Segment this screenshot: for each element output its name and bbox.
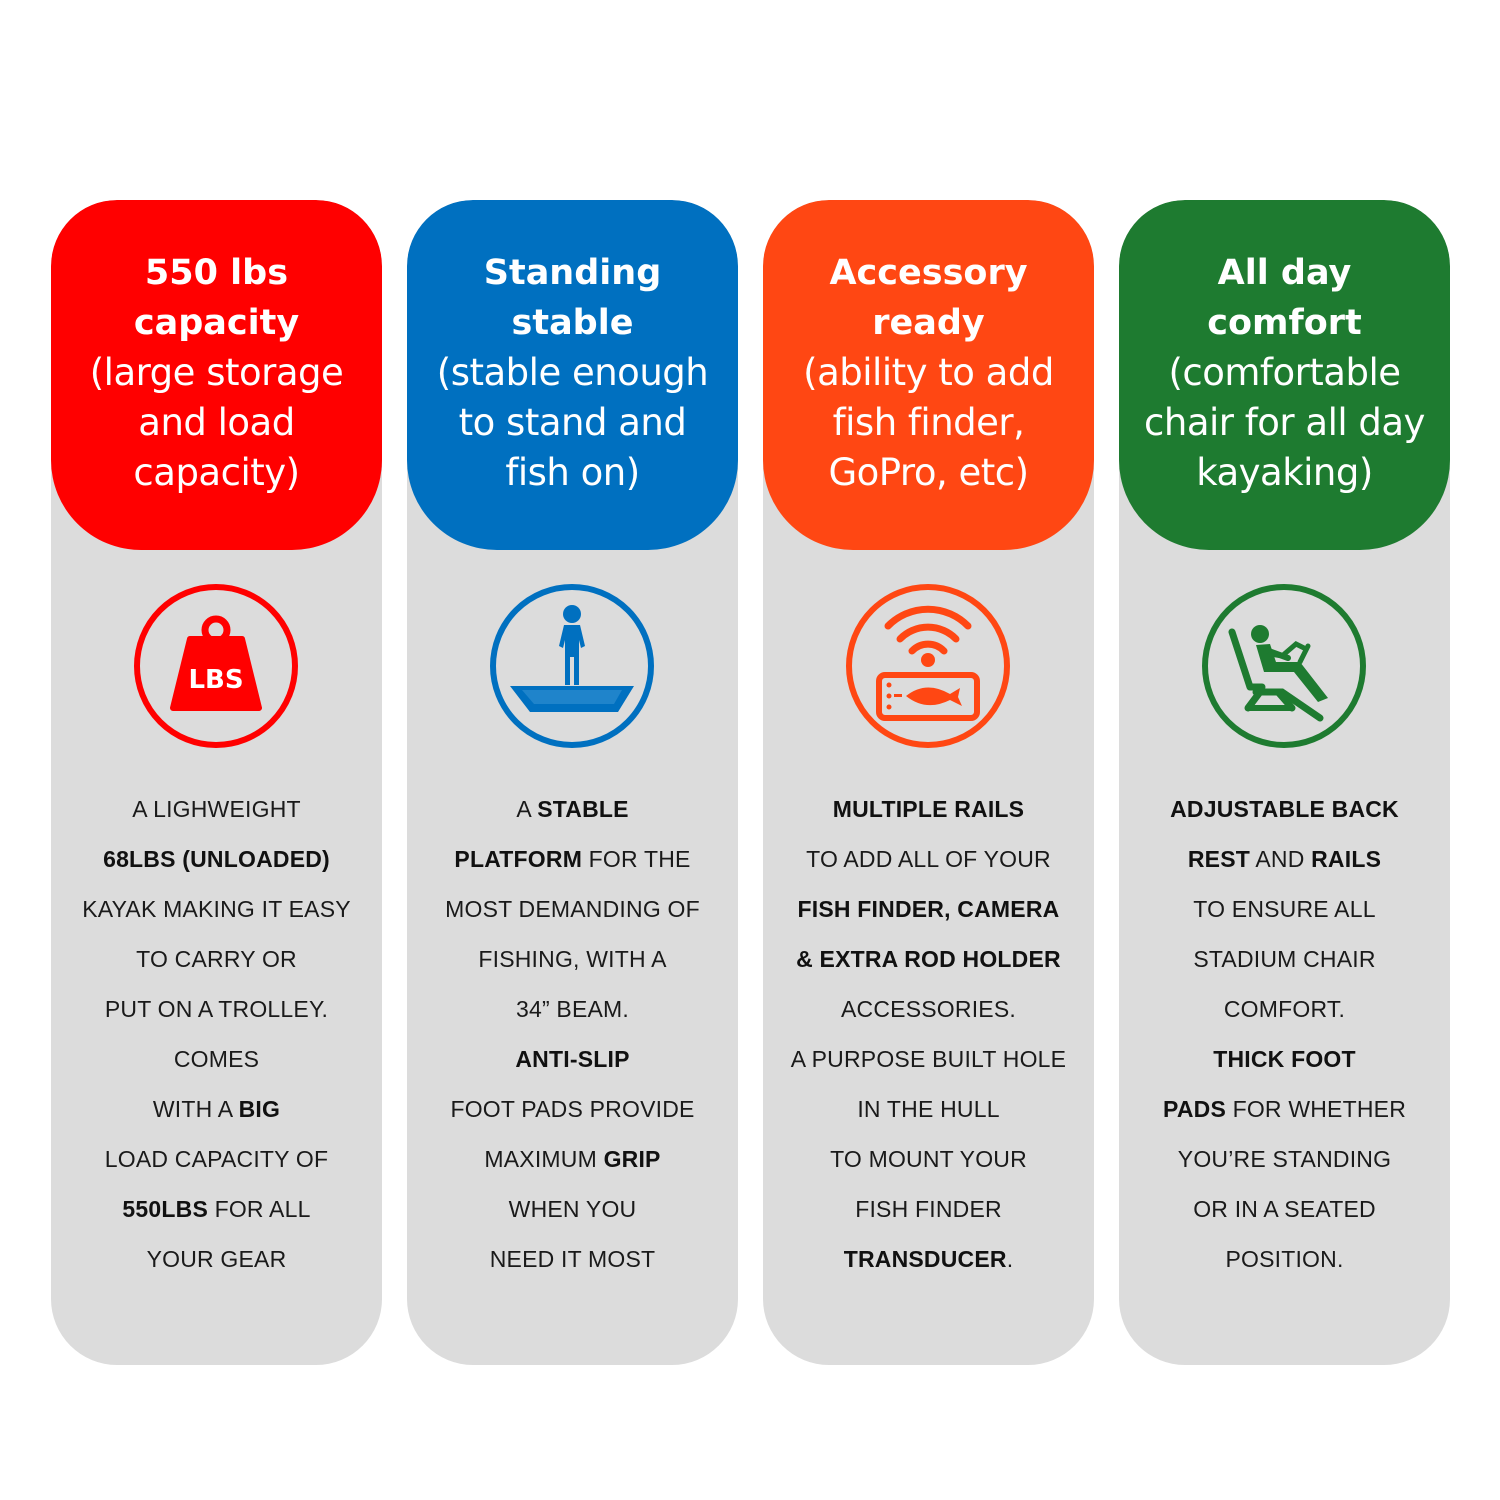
- card-line: A LIGHWEIGHT: [132, 796, 301, 822]
- card-line: FISH FINDER: [855, 1196, 1002, 1222]
- reclining-chair-icon: [1200, 582, 1368, 750]
- card-line: A STABLE: [516, 796, 629, 822]
- fish-finder-icon: [844, 582, 1012, 750]
- card-line: ADJUSTABLE BACK: [1170, 796, 1399, 822]
- card-line: FOOT PADS PROVIDE: [450, 1096, 695, 1122]
- card-line: FISH FINDER, CAMERA: [797, 896, 1060, 922]
- feature-card-stability: [407, 200, 738, 1365]
- card-line: ACCESSORIES.: [841, 996, 1016, 1022]
- card-title: All day comfort: [1207, 253, 1362, 343]
- card-body: [763, 784, 1094, 1284]
- card-header: [763, 200, 1094, 550]
- card-line: PUT ON A TROLLEY.: [104, 996, 329, 1022]
- card-line: TO ENSURE ALL: [1193, 896, 1376, 922]
- person-standing-on-boat-icon: [488, 582, 656, 750]
- card-title: 550 lbs capacity: [133, 253, 300, 343]
- card-line: STADIUM CHAIR: [1193, 946, 1376, 972]
- card-line: LOAD CAPACITY OF: [104, 1146, 329, 1172]
- card-line: NEED IT MOST: [489, 1246, 656, 1272]
- card-line: YOUR GEAR: [146, 1246, 287, 1272]
- card-line: COMES: [173, 1046, 260, 1072]
- feature-card-accessory: [763, 200, 1094, 1365]
- card-subtitle: (ability to add fish finder, GoPro, etc): [803, 351, 1054, 494]
- weight-lbs-icon: [132, 582, 300, 750]
- card-line: TO CARRY OR: [136, 946, 297, 972]
- weight-icon-label: LBS: [188, 665, 244, 695]
- card-body: [51, 784, 382, 1284]
- card-line: ANTI-SLIP: [515, 1046, 630, 1072]
- card-body: [1119, 784, 1450, 1284]
- card-subtitle: (large storage and load capacity): [89, 351, 344, 494]
- card-line: REST AND RAILS: [1187, 846, 1382, 872]
- card-line: YOU’RE STANDING: [1177, 1146, 1392, 1172]
- card-line: TO MOUNT YOUR: [830, 1146, 1027, 1172]
- card-line: COMFORT.: [1223, 996, 1346, 1022]
- card-line: TO ADD ALL OF YOUR: [806, 846, 1051, 872]
- card-subtitle: (comfortable chair for all day kayaking): [1144, 351, 1425, 494]
- card-header: [1119, 200, 1450, 550]
- card-line: OR IN A SEATED: [1193, 1196, 1376, 1222]
- card-header: [51, 200, 382, 550]
- card-line: IN THE HULL: [857, 1096, 1000, 1122]
- feature-card-comfort: [1119, 200, 1450, 1365]
- card-line: MOST DEMANDING OF: [445, 896, 700, 922]
- card-line: A PURPOSE BUILT HOLE: [790, 1046, 1067, 1072]
- card-line: WITH A BIG: [152, 1096, 281, 1122]
- card-line: TRANSDUCER.: [843, 1246, 1014, 1272]
- card-title: Standing stable: [483, 253, 662, 343]
- card-line: & EXTRA ROD HOLDER: [796, 946, 1061, 972]
- card-line: 34” BEAM.: [515, 996, 629, 1022]
- card-line: FISHING, WITH A: [478, 946, 667, 972]
- card-line: PADS FOR WHETHER: [1163, 1096, 1406, 1122]
- feature-card-capacity: [51, 200, 382, 1365]
- card-line: KAYAK MAKING IT EASY: [82, 896, 351, 922]
- card-header: [407, 200, 738, 550]
- card-line: MAXIMUM GRIP: [484, 1146, 661, 1172]
- card-line: PLATFORM FOR THE: [454, 846, 691, 872]
- card-line: MULTIPLE RAILS: [832, 796, 1025, 822]
- card-line: 68LBS (UNLOADED): [103, 846, 330, 872]
- card-line: THICK FOOT: [1213, 1046, 1356, 1072]
- card-line: POSITION.: [1225, 1246, 1344, 1272]
- card-subtitle: (stable enough to stand and fish on): [436, 351, 709, 494]
- card-body: [407, 784, 738, 1284]
- card-line: 550LBS FOR ALL: [122, 1196, 311, 1222]
- card-line: WHEN YOU: [508, 1196, 637, 1222]
- card-title: Accessory ready: [829, 253, 1028, 343]
